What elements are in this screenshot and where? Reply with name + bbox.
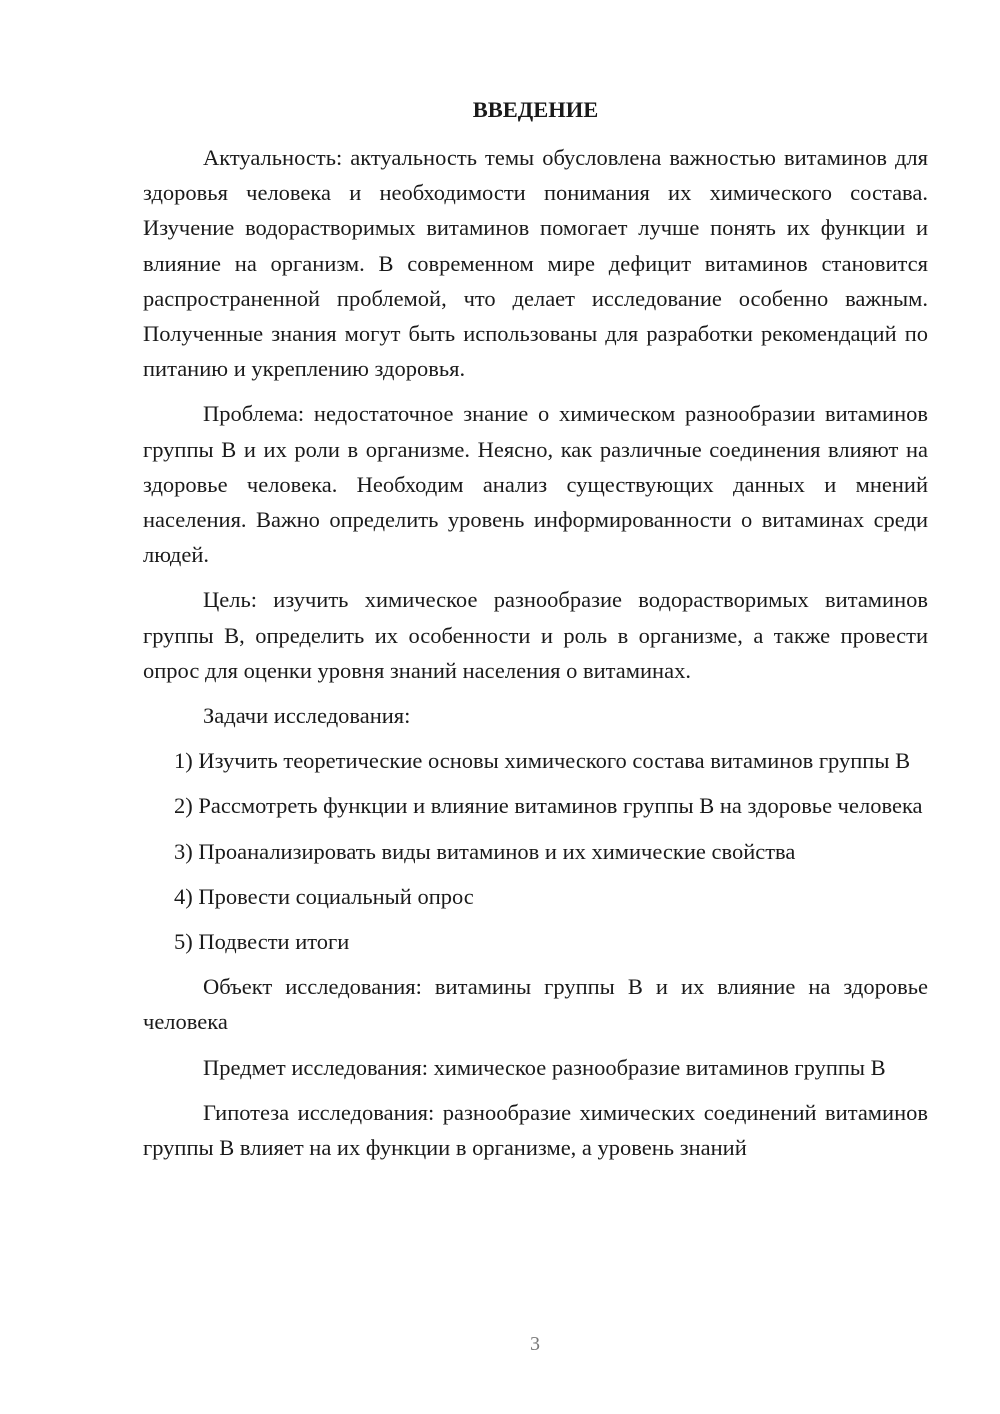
hypothesis-paragraph: Гипотеза исследования: разнообразие химических соединений витаминов группы В влияет на их функции в организме, а уровень знаний — [143, 1099, 928, 1161]
tasks-title: Задачи исследования: — [203, 703, 411, 729]
problem-paragraph: Проблема: недостаточное знание о химическом разнообразии витаминов группы В и их роли в организме. Неясно, как различные соединения влияют на здоровье человека. Необходим анализ существующих данных и мнений населения. Важно определить уровень информированности о витаминах среди людей. — [143, 401, 928, 568]
relevance-paragraph: Актуальность: актуальность темы обусловлена важностью витаминов для здоровья человека и необходимости понимания их химического состава. Изучение водорастворимых витаминов помогает лучше понять их функции и влияние на организм. В современном мире дефицит витаминов становится распространенной проблемой, что делает исследование особенно важным. Полученные знания могут быть использованы для разработки рекомендаций по питанию и укреплению здоровья. — [143, 145, 928, 382]
subject-paragraph: Предмет исследования: химическое разнообразие витаминов группы В — [203, 1054, 886, 1080]
object-paragraph: Объект исследования: витамины группы В и их влияние на здоровье человека — [143, 974, 928, 1035]
task-item-3: 3) Проанализировать виды витаминов и их химические свойства — [174, 838, 796, 864]
page-body — [143, 92, 928, 1165]
task-item-1: 1) Изучить теоретические основы химического состава витаминов группы В — [174, 748, 911, 774]
section-heading: ВВЕДЕНИЕ — [472, 97, 599, 122]
task-item-5: 5) Подвести итоги — [174, 929, 350, 955]
goal-paragraph: Цель: изучить химическое разнообразие водорастворимых витаминов группы В, определить их особенности и роль в организме, а также провести опрос для оценки уровня знаний населения о витаминах. — [143, 587, 928, 683]
task-item-2: 2) Рассмотреть функции и влияние витаминов группы В на здоровье человека — [174, 793, 923, 819]
page-number: 3 — [530, 1333, 540, 1355]
task-item-4: 4) Провести социальный опрос — [174, 883, 474, 909]
